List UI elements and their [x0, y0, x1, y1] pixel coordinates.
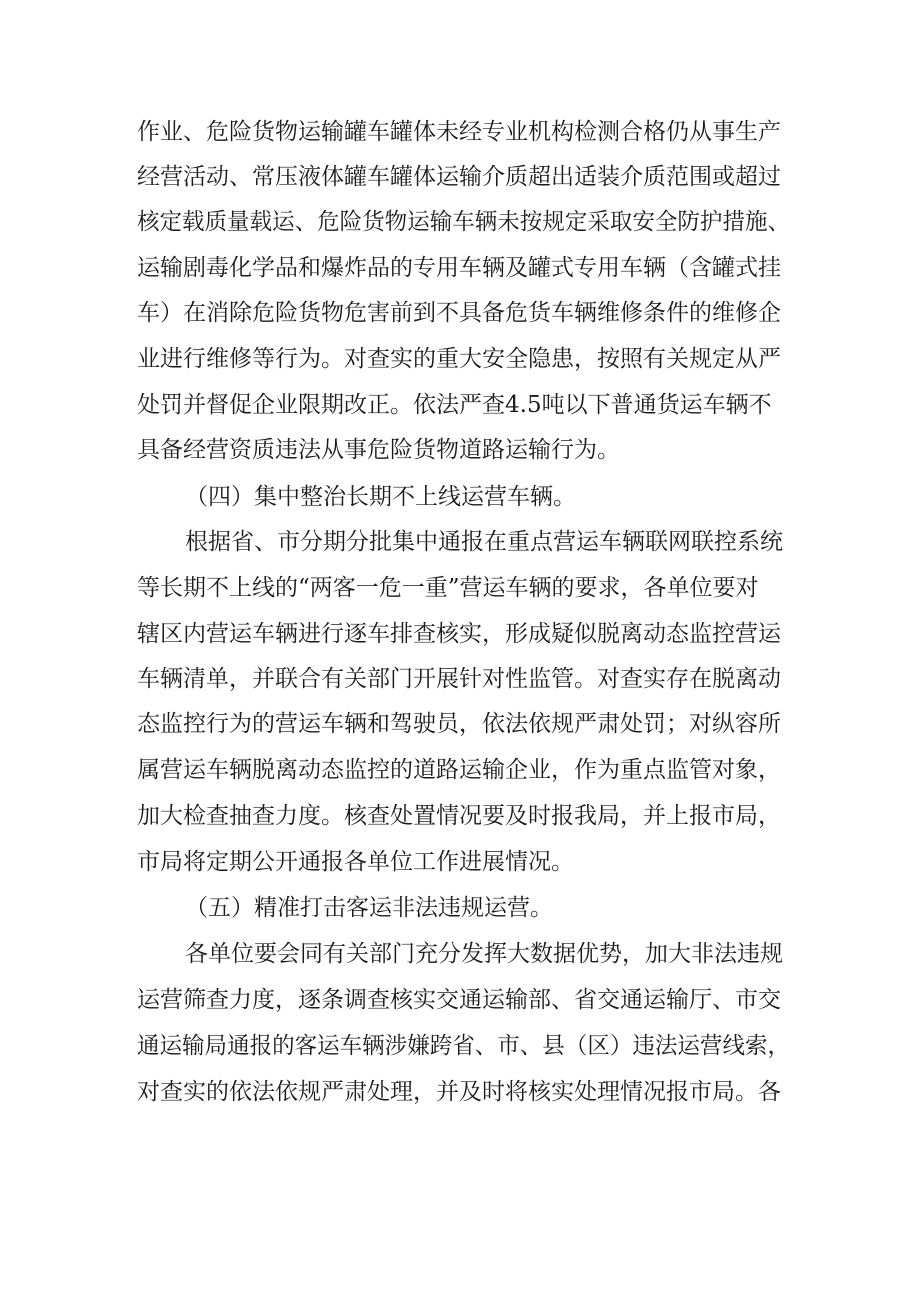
- line-text: 具备经营资质违法从事危险货物道路运输行为。: [137, 437, 620, 463]
- line-text: 车）在消除危险货物危害前到不具备危货车辆维修条件的维修企: [137, 300, 781, 326]
- text-line: [0, 430, 920, 470]
- line-text: 作业、危险货物运输罐车罐体未经专业机构检测合格仍从事生产: [137, 119, 781, 145]
- line-text: 辖区内营运车辆进行逐车排查核实，形成疑似脱离动态监控营运: [137, 621, 781, 647]
- text-line: [0, 112, 920, 152]
- section-heading: [0, 477, 920, 517]
- line-text: 态监控行为的营运车辆和驾驶员，依法依规严肃处罚；对纵容所: [137, 711, 781, 737]
- section-heading-text: （五）精准打击客运非法违规运营。: [185, 895, 553, 921]
- line-text: 等长期不上线的“两客一危一重”营运车辆的要求，各单位要对: [137, 575, 759, 601]
- text-line: [0, 385, 920, 425]
- text-line: [0, 293, 920, 333]
- text-line: [0, 1026, 920, 1066]
- text-line: [0, 568, 920, 608]
- line-text: 车辆清单，并联合有关部门开展针对性监管。对查实存在脱离动: [137, 666, 781, 692]
- text-line: [0, 157, 920, 197]
- section-heading-text: （四）集中整治长期不上线运营车辆。: [185, 484, 576, 510]
- text-line: [0, 614, 920, 654]
- text-line: [0, 934, 920, 974]
- text-line: [0, 842, 920, 882]
- text-line: [0, 796, 920, 836]
- line-text: 根据省、市分期分批集中通报在重点营运车辆联网联控系统: [185, 529, 783, 555]
- text-line: [0, 659, 920, 699]
- line-text: 属营运车辆脱离动态监控的道路运输企业，作为重点监管对象，: [137, 757, 781, 783]
- line-text: 业进行维修等行为。对查实的重大安全隐患，按照有关规定从严: [137, 346, 781, 372]
- text-line: [0, 202, 920, 242]
- text-line: [0, 1072, 920, 1112]
- line-text: 运输剧毒化学品和爆炸品的专用车辆及罐式专用车辆（含罐式挂: [137, 255, 781, 281]
- section-heading: [0, 888, 920, 928]
- text-line: [0, 750, 920, 790]
- line-text: 经营活动、常压液体罐车罐体运输介质超出适装介质范围或超过: [137, 164, 781, 190]
- line-text: 处罚并督促企业限期改正。依法严查4.5吨以下普通货运车辆不: [137, 392, 772, 418]
- text-line: [0, 522, 920, 562]
- line-text: 核定载质量载运、危险货物运输车辆未按规定采取安全防护措施、: [137, 209, 790, 235]
- line-text: 加大检查抽查力度。核查处置情况要及时报我局，并上报市局，: [137, 803, 781, 829]
- line-text: 对查实的依法依规严肃处理，并及时将核实处理情况报市局。各: [137, 1079, 781, 1105]
- line-text: 通运输局通报的客运车辆涉嫌跨省、市、县（区）违法运营线索，: [137, 1033, 790, 1059]
- line-text: 市局将定期公开通报各单位工作进展情况。: [137, 849, 574, 875]
- line-text: 各单位要会同有关部门充分发挥大数据优势，加大非法违规: [185, 941, 783, 967]
- text-line: [0, 339, 920, 379]
- text-line: [0, 704, 920, 744]
- text-line: [0, 248, 920, 288]
- text-line: [0, 980, 920, 1020]
- line-text: 运营筛查力度，逐条调查核实交通运输部、省交通运输厅、市交: [137, 987, 781, 1013]
